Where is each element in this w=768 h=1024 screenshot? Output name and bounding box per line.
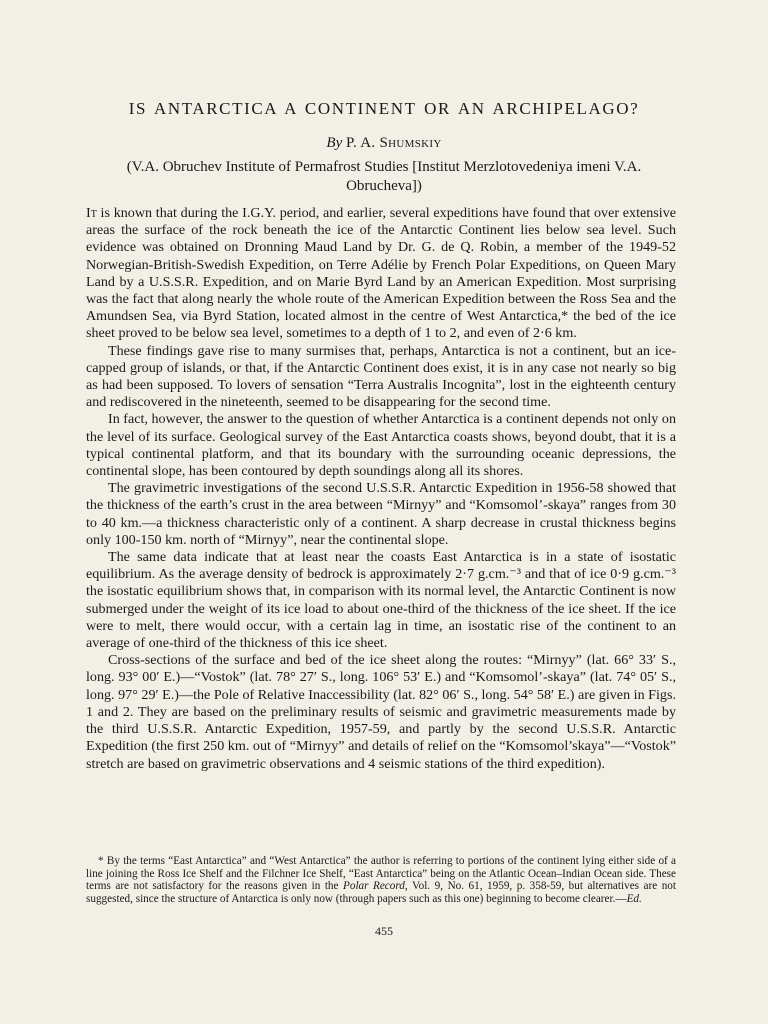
- page-number: 455: [375, 924, 393, 938]
- paragraph-6: Cross-sections of the surface and bed of the ice sheet along the routes: “Mirnyy” (lat. 66° 33′ S., long. 93° 00′ E.)—“Vostok” (lat. 78° 27′ S., long. 106° 53′ E.) and “Komsomol’-skaya” (lat. 74° 05′ S., long. 97° 29′ E.)—the Pole of Relative Inaccessibility (lat. 82° 06′ S., long. 54° 58′ E.) are given in Figs. 1 and 2. They are based on the preliminary results of seismic and gravimetric measurements made by the third U.S.S.R. Antarctic Expedition, 1957-59, and partly by the second U.S.S.R. Antarctic Expedition (the first 250 km. out of “Mirnyy” and details of relief on the “Komsomol’skaya”—“Vostok” stretch are based on gravimetric observations and 4 seismic stations of the third expedition).: [86, 652, 676, 772]
- article-body: [86, 205, 676, 773]
- footnote-editor: Ed.: [626, 892, 642, 905]
- footnote-journal: Polar Record: [343, 880, 405, 893]
- paragraph-3: In fact, however, the answer to the question of whether Antarctica is a continent depends not only on the level of its surface. Geological survey of the East Antarctica coasts shows, beyond doubt, that it is a typical continental platform, and that its boundary with the surrounding oceanic depressions, the continental slope, has been contoured by depth soundings along all its shores.: [86, 411, 676, 480]
- paragraph-5: The same data indicate that at least near the coasts East Antarctica is in a state of isostatic equilibrium. As the average density of bedrock is approximately 2·7 g.cm.⁻³ and that of ice 0·9 g.cm.⁻³ the isostatic equilibrium shows that, in comparison with its normal level, the Antarctic Continent is now submerged under the weight of its ice load to about one-third of the thickness of the ice sheet. If the ice were to melt, there would occur, with a certain lag in time, an isostatic rise of the continent to an average of one-third of the thickness of this ice sheet.: [86, 549, 676, 652]
- article-title: IS ANTARCTICA A CONTINENT OR AN ARCHIPELAGO?: [128, 99, 640, 118]
- paragraph-1-text: is known that during the I.G.Y. period, and earlier, several expeditions have found that over extensive areas the surface of the rock beneath the ice of the Antarctic Continent lies below sea level. Such evidence was obtained on Dronning Maud Land by Dr. G. de Q. Robin, a member of the 1949-52 Norwegian-British-Swedish Expedition, on Terre Adélie by French Polar Expeditions, on Queen Mary Land by a U.S.S.R. Expedition, and on Marie Byrd Land by an American Expedition. Most surprising was the fact that along nearly the whole route of the American Expedition between the Ross Sea and the Amundsen Sea, via Byrd Station, located almost in the centre of West Antarctica,* the bed of the ice sheet proved to be below sea level, sometimes to a depth of 1 to 2, and even of 2·6 km.: [86, 205, 676, 342]
- paragraph-1: [86, 205, 676, 343]
- paragraph-1-lead: It: [86, 205, 97, 221]
- paragraph-2: These findings gave rise to many surmises that, perhaps, Antarctica is not a continent, but an ice-capped group of islands, or that, if the Antarctic Continent does exist, it is in any case not nearly so big as had been supposed. To lovers of sensation “Terra Australis Incognita”, lost in the eighteenth century and rediscovered in the nineteenth, seemed to be disappearing for the second time.: [86, 342, 676, 411]
- byline: [0, 135, 768, 152]
- author-affiliation: (V.A. Obruchev Institute of Permafrost Studies [Institut Merzlotovedeniya imeni V.A. Obrucheva]): [126, 159, 642, 194]
- footnote-text: [86, 855, 676, 905]
- footnote: [86, 855, 676, 905]
- paragraph-4: The gravimetric investigations of the second U.S.S.R. Antarctic Expedition in 1956-58 showed that the thickness of the earth’s crust in the area between “Mirnyy” and “Komsomol’-skaya” ranges from 30 to 40 km.—a thickness characteristic only of a continent. A sharp decrease in crustal thickness begins only 100-150 km. north of “Mirnyy”, near the continental slope.: [86, 480, 676, 548]
- byline-by: By: [326, 135, 343, 151]
- footnote-part-2: , Vol. 9, No. 61, 1959, p. 358-59, but alternatives are not suggested, since the structure of Antarctica is only now (through papers such as this one) beginning to become clearer.—: [86, 880, 677, 905]
- author-name: P. A. Shumskiy: [346, 135, 442, 151]
- footnote-part-1: * By the terms “East Antarctica” and “West Antarctica” the author is referring to portions of the continent lying either side of a line joining the Ross Ice Shelf and the Filchner Ice Shelf, “East Antarctica” being on the Atlantic Ocean–Indian Ocean side. These terms are not satisfactory for the reasons given in the: [86, 855, 676, 893]
